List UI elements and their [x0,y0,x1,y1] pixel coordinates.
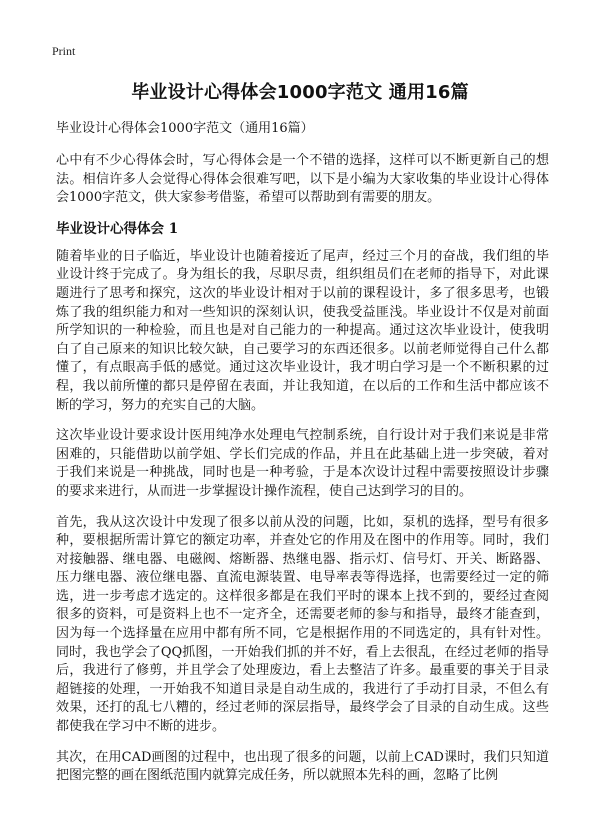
intro-paragraph: 心中有不少心得体会时，写心得体会是一个不错的选择，这样可以不断更新自己的想法。相信许多人会觉得心得体会很难写吧，以下是小编为大家收集的毕业设计心得体会1000字范文，供大家参考借鉴，希望可以帮助到有需要的朋友。 [56,153,549,206]
print-link[interactable]: Print [52,44,76,58]
article-subtitle: 毕业设计心得体会1000字范文（通用16篇） [56,121,314,136]
body-paragraph: 这次毕业设计要求设计医用纯净水处理电气控制系统，自行设计对于我们来说是非常困难的，只能借助以前学姐、学长们完成的作品，并且在此基础上进一步突破，着对于我们来说是一种挑战，同时也是一种考验，于是本次设计过程中需要按照设计步骤的要求来进行，从而进一步掌握设计操作流程，使自己达到学习的目的。 [56,428,549,499]
body-paragraph: 首先，我从这次设计中发现了很多以前从没的问题，比如，泵机的选择，型号有很多种，要根据所需计算它的额定功率，并查处它的作用及在图中的作用等。同时，我们对接触器、继电器、电磁阀、熔断器、热继电器、指示灯、信号灯、开关、断路器、压力继电器、液位继电器、直流电源装置、电导率表等得选择，也需要经过一定的筛选，进一步考虑才选定的。这样很多都是在我们平时的课本上找不到的，要经过查阅很多的资料，可是资料上也不一定齐全，还需要老师的参与和指导，最终才能查到，因为每一个选择量在应用中都有所不同，它是根据作用的不同选定的，具有针对性。同时，我也学会了QQ抓图，一开始我们抓的并不好，看上去很乱，在经过老师的指导后，我进行了修剪，并且学会了处理废边，看上去整洁了许多。最重要的事关于目录超链接的处理，一开始我不知道目录是自动生成的，我进行了手动打目录，不但么有效果，还打的乱七八糟的，经过老师的深层指导，最终学会了目录的自动生成。这些都使我在学习中不断的进步。 [56,514,549,735]
body-paragraph: 随着毕业的日子临近，毕业设计也随着接近了尾声，经过三个月的奋战，我们组的毕业设计终于完成了。身为组长的我，尽职尽责，组织组员们在老师的指导下，对此课题进行了思考和探究，这次的毕业设计相对于以前的课程设计，多了很多思考，也锻炼了我的组织能力和对一些知识的深刻认识，使我受益匪浅。毕业设计不仅是对前面所学知识的一种检验，而且也是对自己能力的一种提高。通过这次毕业设计，使我明白了自己原来的知识比较欠缺，自己要学习的东西还很多。以前老师觉得自己什么都懂了，有点眼高手低的感觉。通过这次毕业设计，我才明白学习是一个不断积累的过程，我以前所懂的都只是停留在表面，并让我知道，在以后的工作和生活中都应该不断的学习，努力的充实自己的大脑。 [56,248,549,413]
body-paragraph: 其次，在用CAD画图的过程中，也出现了很多的问题，以前上CAD课时，我们只知道把图完整的画在图纸范围内就算完成任务，所以就照本先科的画，忽略了比例 [56,749,549,784]
section-heading: 毕业设计心得体会 1 [56,220,179,237]
page-title: 毕业设计心得体会1000字范文 通用16篇 [131,82,469,103]
article-body [56,120,549,798]
